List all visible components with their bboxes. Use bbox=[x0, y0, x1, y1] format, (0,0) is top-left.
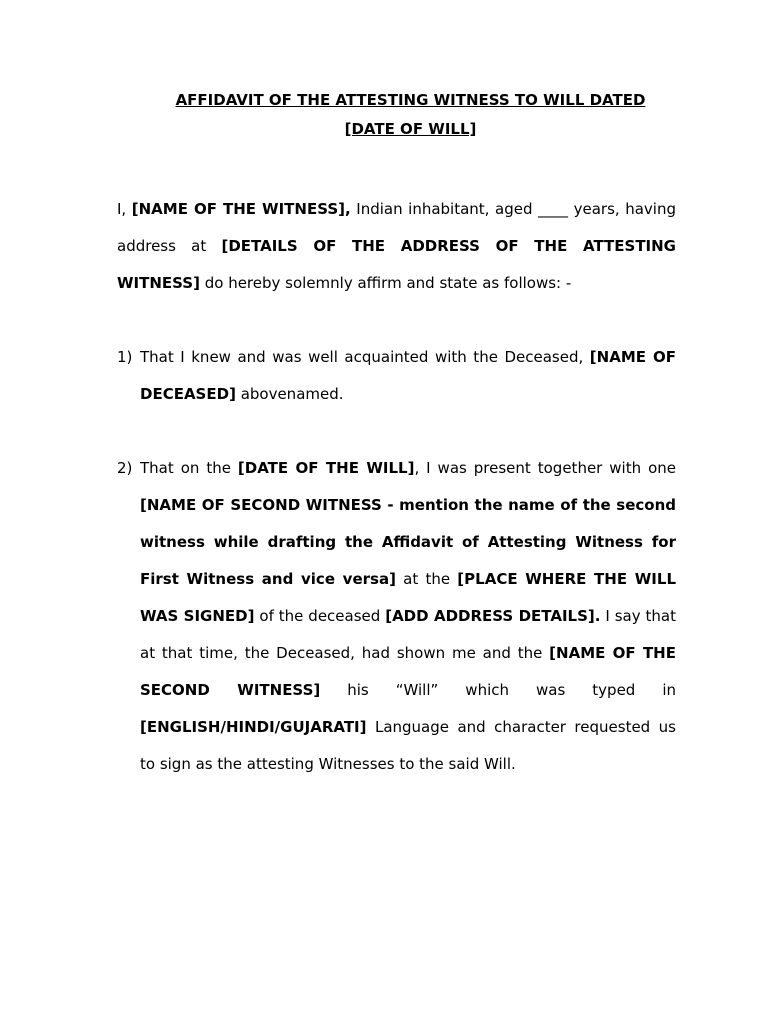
item-2-text-4: of the deceased bbox=[254, 607, 386, 625]
numbered-item-1 bbox=[117, 339, 676, 413]
item-2-text-6: his “Will” which was typed in bbox=[320, 681, 677, 699]
item-1-text-2: abovenamed. bbox=[235, 385, 344, 403]
language-placeholder: [ENGLISH/HINDI/GUJARATI] bbox=[140, 718, 367, 736]
second-witness-name-placeholder: [NAME OF THE SECOND WITNESS] bbox=[140, 644, 676, 699]
item-2-text-7: Language and character requested us to sign as the attesting Witnesses to the said Will. bbox=[140, 718, 676, 773]
item-1-text bbox=[140, 339, 676, 413]
intro-text-1: I, bbox=[117, 200, 132, 218]
item-2-number: 2) bbox=[117, 459, 133, 477]
will-date-placeholder: [DATE OF THE WILL] bbox=[237, 459, 415, 477]
title-line-1: AFFIDAVIT OF THE ATTESTING WITNESS TO WILL DATED bbox=[175, 91, 646, 109]
deceased-name-placeholder: [NAME OF DECEASED] bbox=[140, 348, 676, 403]
title-line-2: [DATE OF WILL] bbox=[344, 120, 477, 138]
item-2-text-1: That on the bbox=[140, 459, 238, 477]
item-2-text-2: , I was present together with one bbox=[414, 459, 676, 477]
intro-text-3: do hereby solemnly affirm and state as follows: - bbox=[199, 274, 572, 292]
intro-text-2: Indian inhabitant, aged ____ years, having address at bbox=[117, 200, 676, 255]
intro-paragraph bbox=[117, 191, 676, 302]
address-details-placeholder: [ADD ADDRESS DETAILS]. bbox=[385, 607, 601, 625]
signing-place-placeholder: [PLACE WHERE THE WILL WAS SIGNED] bbox=[140, 570, 677, 625]
document-title bbox=[145, 86, 676, 144]
item-1-text-1: That I knew and was well acquainted with the Deceased, bbox=[140, 348, 590, 366]
witness-name-placeholder: [NAME OF THE WITNESS], bbox=[131, 200, 351, 218]
numbered-item-2 bbox=[117, 450, 676, 783]
item-2-text-5: I say that at that time, the Deceased, had shown me and the bbox=[140, 607, 676, 662]
item-2-text-3: at the bbox=[395, 570, 458, 588]
item-1-number: 1) bbox=[117, 348, 133, 366]
document-page bbox=[117, 86, 676, 783]
witness-address-placeholder: [DETAILS OF THE ADDRESS OF THE ATTESTING WITNESS] bbox=[117, 237, 676, 292]
second-witness-placeholder: [NAME OF SECOND WITNESS - mention the name of the second witness while drafting the Affidavit of Attesting Witness for First Witness and vice versa] bbox=[140, 496, 676, 588]
item-2-text bbox=[140, 450, 676, 783]
